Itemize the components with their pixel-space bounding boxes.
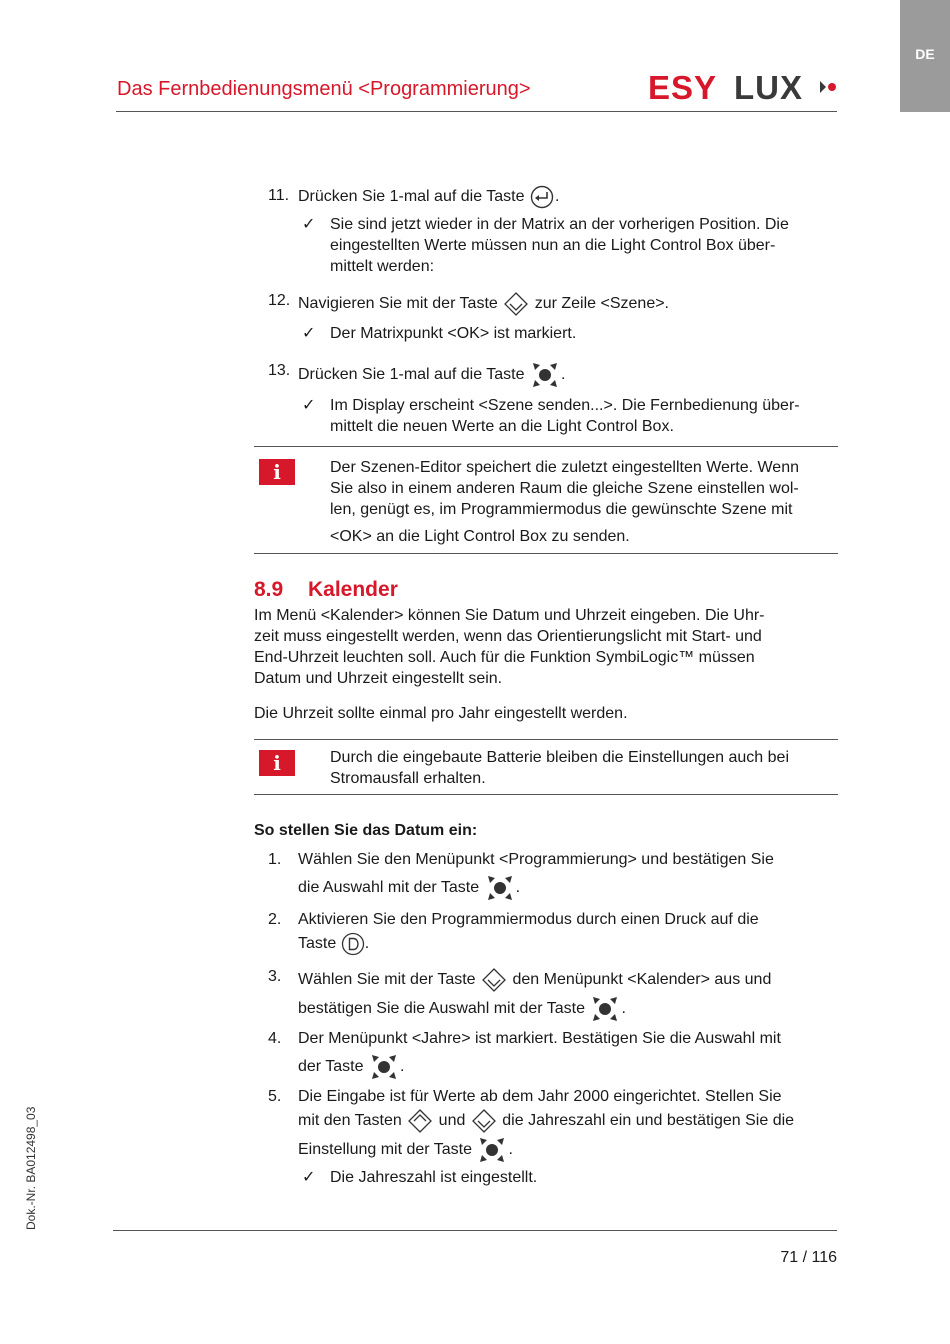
arrow-up-key-icon [406, 1107, 434, 1135]
info-icon: i [259, 750, 295, 776]
result-line: Die Jahreszahl ist eingestellt. [330, 1169, 538, 1186]
result-line: mittelt die neuen Werte an die Light Control Box. [330, 418, 674, 435]
section-number: 8.9 [254, 578, 284, 601]
check-icon: ✓ [302, 216, 316, 233]
step-number: 11. [268, 187, 290, 204]
result-13 [254, 395, 838, 437]
para-line: Im Menü <Kalender> können Sie Datum und Uhrzeit eingeben. Die Uhr- [254, 607, 765, 624]
date-step-1 [254, 849, 838, 903]
page-header-title: Das Fernbedienungsmenü <Programmierung> [117, 78, 531, 100]
step-text-end: den Menüpunkt <Kalender> aus und [512, 971, 772, 989]
ok-key-icon [529, 360, 561, 390]
step-line [298, 873, 838, 903]
check-icon: ✓ [302, 397, 316, 414]
result-line: Der Matrixpunkt <OK> ist markiert. [330, 325, 577, 342]
step-text-end: die Jahreszahl ein und bestätigen Sie die [502, 1112, 795, 1130]
footer-divider [113, 1230, 837, 1231]
step-text: Drücken Sie 1-mal auf die Taste [298, 188, 525, 206]
step-line: Der Menüpunkt <Jahre> ist markiert. Bestätigen Sie die Auswahl mit [298, 1030, 781, 1047]
step-text: der Taste [298, 1058, 364, 1076]
info-box-battery [254, 739, 838, 795]
result-line: eingestellten Werte müssen nun an die Light Control Box über- [330, 237, 776, 254]
section-heading [254, 579, 838, 600]
header-divider [116, 111, 837, 112]
step-line: Wählen Sie den Menüpunkt <Programmierung> und bestätigen Sie [298, 851, 774, 868]
step-number: 5. [268, 1088, 282, 1105]
check-icon: ✓ [302, 325, 316, 342]
section-paragraph [254, 605, 838, 689]
svg-text:LUX: LUX [734, 70, 803, 104]
step-text-end: . [560, 366, 566, 384]
step-line: Die Eingabe ist für Werte ab dem Jahr 2000 eingerichtet. Stellen Sie [298, 1088, 782, 1105]
section-title: Kalender [308, 578, 398, 601]
result-line: Sie sind jetzt wieder in der Matrix an der vorherigen Position. Die [330, 216, 789, 233]
ok-key-icon [589, 994, 621, 1024]
main-content [254, 185, 838, 1188]
step-line [298, 932, 838, 956]
arrow-down-key-icon [470, 1107, 498, 1135]
subheading: So stellen Sie das Datum ein: [254, 822, 478, 839]
step-line [298, 1052, 838, 1082]
step-text: Taste [298, 935, 337, 953]
step-text-end: zur Zeile <Szene>. [534, 295, 669, 313]
info-line: Sie also in einem anderen Raum die gleiche Szene einstellen wol- [330, 480, 799, 497]
step-text-end: . [399, 1058, 405, 1076]
step-number: 13. [268, 362, 291, 379]
date-step-4 [254, 1028, 838, 1082]
date-step-3 [254, 966, 838, 1024]
step-number: 12. [268, 292, 291, 309]
info-text [254, 457, 838, 547]
step-text-end: . [508, 1141, 513, 1159]
step-text: Drücken Sie 1-mal auf die Taste [298, 366, 525, 384]
step-line [298, 994, 838, 1024]
language-tab: DE [900, 0, 950, 112]
step-number: 1. [268, 851, 282, 868]
arrow-down-key-icon [502, 290, 530, 318]
step-text: die Auswahl mit der Taste [298, 879, 480, 897]
step-13 [254, 360, 838, 390]
info-line: Stromausfall erhalten. [330, 770, 486, 787]
info-line: <OK> an die Light Control Box zu senden. [330, 528, 630, 545]
info-box [254, 446, 838, 554]
step-text-end: . [554, 188, 560, 206]
step-text: Wählen Sie mit der Taste [298, 971, 476, 989]
step-number: 4. [268, 1030, 282, 1047]
step-text: und [438, 1112, 466, 1130]
result-date [254, 1167, 838, 1188]
step-text-end: . [515, 879, 521, 897]
section-note: Die Uhrzeit sollte einmal pro Jahr eingestellt werden. [254, 705, 628, 722]
step-text-end: . [621, 1000, 626, 1018]
page-number: 71 / 116 [780, 1249, 837, 1266]
step-line [298, 966, 838, 994]
check-icon: ✓ [302, 1169, 316, 1186]
step-number: 2. [268, 911, 282, 928]
result-12 [254, 323, 838, 344]
result-11 [254, 214, 838, 277]
step-text: bestätigen Sie die Auswahl mit der Taste [298, 1000, 585, 1018]
ok-key-icon [476, 1135, 508, 1165]
arrow-down-key-icon [480, 966, 508, 994]
para-line: End-Uhrzeit leuchten soll. Auch für die Funktion SymbiLogic™ müssen [254, 649, 755, 666]
step-text-end: . [364, 935, 370, 953]
step-text: Navigieren Sie mit der Taste [298, 295, 498, 313]
result-line: Im Display erscheint <Szene senden...>. Die Fernbedienung über- [330, 397, 800, 414]
para-line: zeit muss eingestellt werden, wenn das Orientierungslicht mit Start- und [254, 628, 762, 645]
date-step-2 [254, 909, 838, 956]
step-line [298, 1107, 838, 1135]
return-key-icon [529, 185, 555, 209]
step-line [298, 1135, 838, 1165]
step-line: Aktivieren Sie den Programmiermodus durch einen Druck auf die [298, 911, 759, 928]
step-text: Einstellung mit der Taste [298, 1141, 473, 1159]
info-line: Durch die eingebaute Batterie bleiben die Einstellungen auch bei [330, 749, 789, 766]
step-number: 3. [268, 968, 282, 985]
program-key-icon [341, 932, 365, 956]
document-number: Dok.-Nr. BA012498_03 [24, 1106, 38, 1230]
ok-key-icon [484, 873, 516, 903]
ok-key-icon [368, 1052, 400, 1082]
step-text: mit den Tasten [298, 1112, 402, 1130]
esylux-logo [648, 70, 838, 104]
date-step-5 [254, 1086, 838, 1165]
info-icon: i [259, 459, 295, 485]
info-line: Der Szenen-Editor speichert die zuletzt eingestellten Werte. Wenn [330, 459, 799, 476]
info-line: len, genügt es, im Programmiermodus die gewünschte Szene mit [330, 501, 793, 518]
result-line: mittelt werden: [330, 258, 435, 275]
step-11 [254, 185, 838, 209]
step-12 [254, 290, 838, 318]
svg-text:ESY: ESY [648, 70, 718, 104]
info-text [254, 747, 838, 789]
para-line: Datum und Uhrzeit eingestellt sein. [254, 670, 503, 687]
